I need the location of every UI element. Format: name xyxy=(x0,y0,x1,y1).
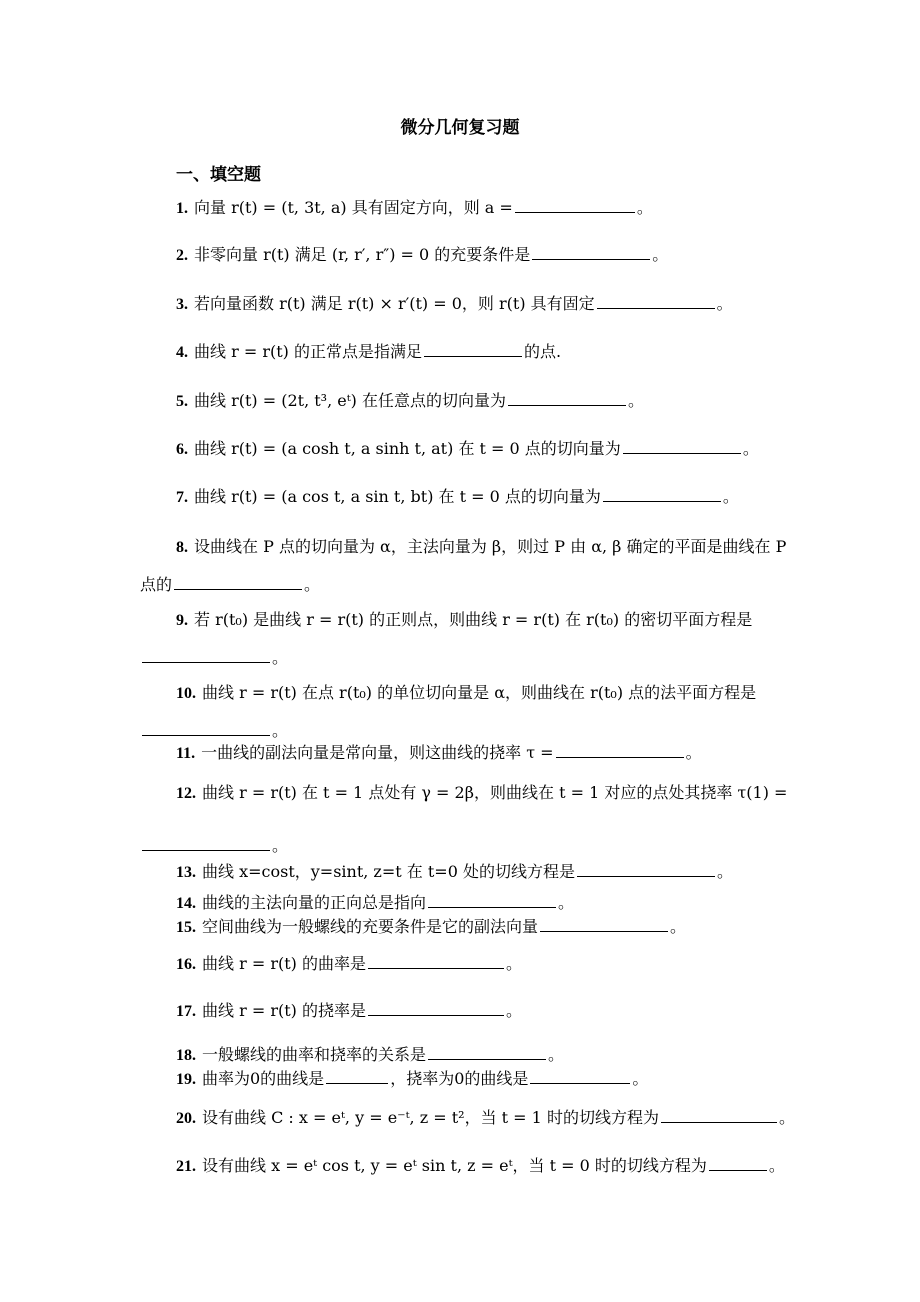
answer-blank[interactable] xyxy=(142,648,270,663)
question-text: 曲线 r(t) = (a cosh t, a sinh t, at) 在 t = 0 点的切向量为 xyxy=(194,439,621,458)
answer-blank[interactable] xyxy=(540,917,668,932)
section-heading: 一、填空题 xyxy=(176,165,261,185)
question-text: 曲率为0的曲线是 xyxy=(202,1069,325,1088)
question-10: 10. 曲线 r = r(t) 在点 r(t₀) 的单位切向量是 α，则曲线在 r(t₀) 点的法平面方程是。 xyxy=(140,674,790,749)
question-text: 若向量函数 r(t) 满足 r(t) × r′(t) = 0，则 r(t) 具有固定 xyxy=(194,294,595,313)
question-text: 曲线 r = r(t) 的正常点是指满足 xyxy=(194,342,422,361)
answer-blank[interactable] xyxy=(515,198,635,213)
question-18: 18. 一般螺线的曲率和挠率的关系是 。 xyxy=(176,1045,565,1064)
answer-blank[interactable] xyxy=(597,294,715,309)
answer-blank[interactable] xyxy=(556,743,684,758)
answer-blank[interactable] xyxy=(709,1156,767,1171)
answer-blank[interactable] xyxy=(623,439,741,454)
answer-blank[interactable] xyxy=(532,245,650,260)
question-13: 13. 曲线 x=cost，y=sint, z=t 在 t=0 处的切线方程是 。 xyxy=(176,862,733,881)
question-4: 4. 曲线 r = r(t) 的正常点是指满足 的点. xyxy=(176,342,562,361)
answer-blank[interactable] xyxy=(428,1045,546,1060)
question-9: 9. 若 r(t₀) 是曲线 r = r(t) 的正则点，则曲线 r = r(t) 在 r(t₀) 的密切平面方程是。 xyxy=(140,601,790,676)
answer-blank[interactable] xyxy=(577,862,715,877)
question-6: 6. 曲线 r(t) = (a cosh t, a sinh t, at) 在 t = 0 点的切向量为 。 xyxy=(176,439,759,458)
question-19: 19. 曲率为0的曲线是 ，挠率为0的曲线是 。 xyxy=(176,1069,649,1088)
question-5: 5. 曲线 r(t) = (2t, t³, eᵗ) 在任意点的切向量为 。 xyxy=(176,391,645,410)
question-7: 7. 曲线 r(t) = (a cos t, a sin t, bt) 在 t = 0 点的切向量为 。 xyxy=(176,487,739,506)
question-text: 曲线 x=cost，y=sint, z=t 在 t=0 处的切线方程是 xyxy=(202,862,575,881)
answer-blank[interactable] xyxy=(530,1069,630,1084)
answer-blank[interactable] xyxy=(142,836,270,851)
question-text: 曲线 r(t) = (2t, t³, eᵗ) 在任意点的切向量为 xyxy=(194,391,507,410)
question-3: 3. 若向量函数 r(t) 满足 r(t) × r′(t) = 0，则 r(t) 具有固定 。 xyxy=(176,294,733,313)
answer-blank[interactable] xyxy=(603,487,721,502)
question-8: 8. 设曲线在 P 点的切向量为 α，主法向量为 β，则过 P 由 α, β 确定的平面是曲线在 P 点的 。 xyxy=(140,537,787,594)
question-16: 16. 曲线 r = r(t) 的曲率是 。 xyxy=(176,954,522,973)
answer-blank[interactable] xyxy=(508,391,626,406)
question-text: 一曲线的副法向量是常向量，则这曲线的挠率 τ = xyxy=(201,743,554,762)
question-text: 设有曲线 C : x = eᵗ, y = e⁻ᵗ, z = t²，当 t = 1 时的切线方程为 xyxy=(202,1108,659,1127)
answer-blank[interactable] xyxy=(368,1001,504,1016)
question-text: 曲线 r = r(t) 在 t = 1 点处有 γ = 2β，则曲线在 t = 1 对应的点处其挠率 τ(1) = xyxy=(202,783,788,802)
question-14: 14. 曲线的主法向量的正向总是指向 。 xyxy=(176,893,575,912)
question-text: 曲线的主法向量的正向总是指向 xyxy=(202,893,427,912)
question-text: 若 r(t₀) 是曲线 r = r(t) 的正则点，则曲线 r = r(t) 在 r(t₀) 的密切平面方程是 xyxy=(194,610,753,629)
answer-blank[interactable] xyxy=(424,342,522,357)
question-15: 15. 空间曲线为一般螺线的充要条件是它的副法向量 。 xyxy=(176,917,687,936)
question-2: 2. 非零向量 r(t) 满足 (r, r′, r″) = 0 的充要条件是 。 xyxy=(176,245,669,264)
question-17: 17. 曲线 r = r(t) 的挠率是 。 xyxy=(176,1001,522,1020)
question-text: 设曲线在 P 点的切向量为 α，主法向量为 β，则过 P 由 α, β 确定的平面是曲线在 P 点的 xyxy=(140,537,787,594)
answer-blank[interactable] xyxy=(428,893,556,908)
answer-blank[interactable] xyxy=(326,1069,388,1084)
question-12: 12. 曲线 r = r(t) 在 t = 1 点处有 γ = 2β，则曲线在 t = 1 对应的点处其挠率 τ(1) =。 xyxy=(140,767,790,872)
page-title: 微分几何复习题 xyxy=(400,118,520,138)
answer-blank[interactable] xyxy=(661,1108,777,1123)
question-text: 曲线 r = r(t) 的曲率是 xyxy=(202,954,366,973)
question-text: 非零向量 r(t) 满足 (r, r′, r″) = 0 的充要条件是 xyxy=(194,245,531,264)
answer-blank[interactable] xyxy=(174,575,302,590)
question-text: 一般螺线的曲率和挠率的关系是 xyxy=(202,1045,427,1064)
question-11: 11. 一曲线的副法向量是常向量，则这曲线的挠率 τ = 。 xyxy=(176,743,702,762)
question-20: 20. 设有曲线 C : x = eᵗ, y = e⁻ᵗ, z = t²，当 t = 1 时的切线方程为 。 xyxy=(176,1108,795,1127)
question-text: 曲线 r = r(t) 在点 r(t₀) 的单位切向量是 α，则曲线在 r(t₀) 点的法平面方程是 xyxy=(202,683,757,702)
question-1: 1. 向量 r(t) = (t, 3t, a) 具有固定方向，则 a = 。 xyxy=(176,198,653,217)
question-text: 曲线 r(t) = (a cos t, a sin t, bt) 在 t = 0 点的切向量为 xyxy=(194,487,601,506)
question-text: 曲线 r = r(t) 的挠率是 xyxy=(202,1001,366,1020)
question-text: 空间曲线为一般螺线的充要条件是它的副法向量 xyxy=(202,917,539,936)
answer-blank[interactable] xyxy=(368,954,504,969)
question-21: 21. 设有曲线 x = eᵗ cos t, y = eᵗ sin t, z = eᵗ，当 t = 0 时的切线方程为 。 xyxy=(176,1156,785,1175)
question-text: 设有曲线 x = eᵗ cos t, y = eᵗ sin t, z = eᵗ，当 t = 0 时的切线方程为 xyxy=(202,1156,707,1175)
answer-blank[interactable] xyxy=(142,721,270,736)
question-text: 向量 r(t) = (t, 3t, a) 具有固定方向，则 a = xyxy=(194,198,513,217)
